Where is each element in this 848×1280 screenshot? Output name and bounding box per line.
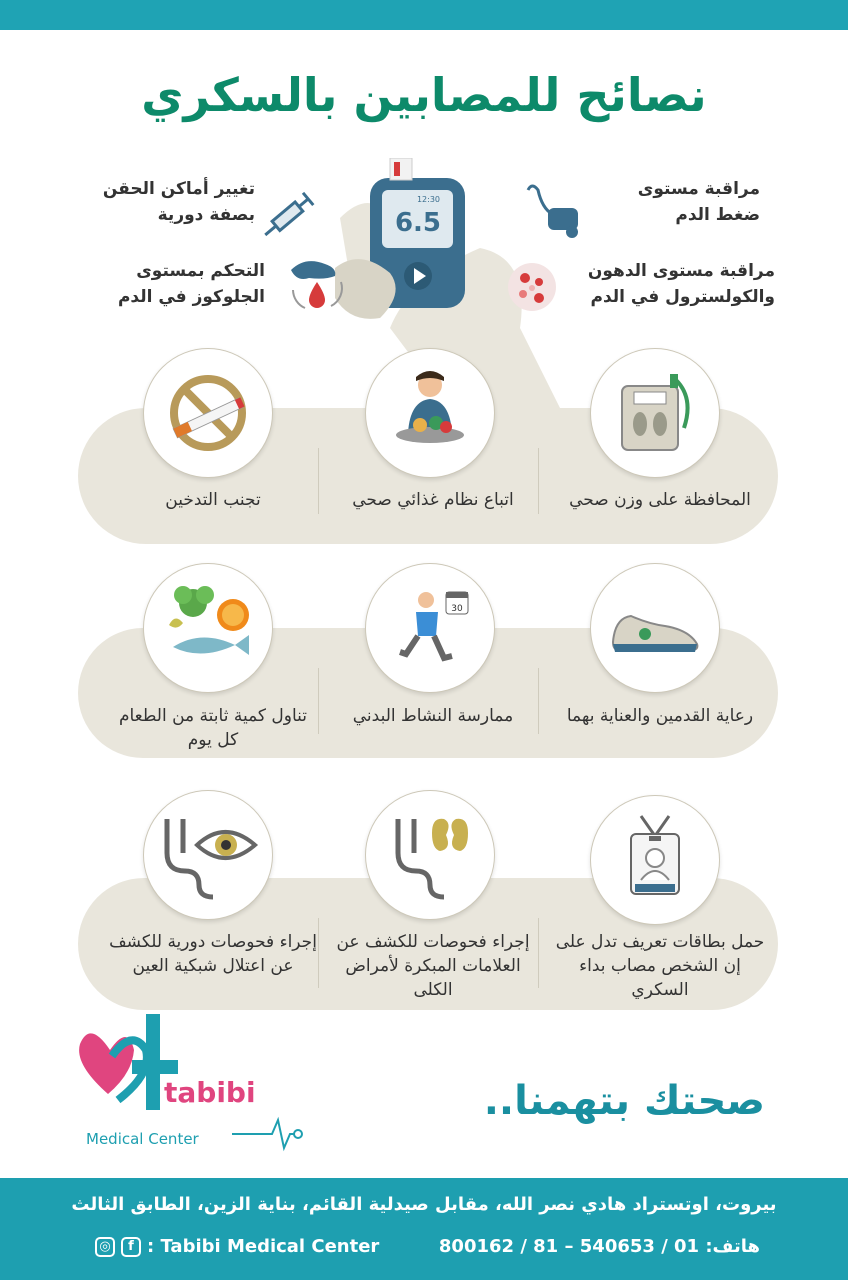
no-smoking-icon [158, 363, 258, 463]
facebook-icon[interactable]: f [121, 1237, 141, 1257]
kidney-circle [365, 790, 495, 920]
logo-subtitle: Medical Center [86, 1130, 199, 1148]
feet-circle [590, 563, 720, 693]
kidney-stethoscope-icon [380, 805, 480, 905]
divider [318, 918, 319, 988]
label-food-amount: تناول كمية ثابتة من الطعام كل يوم [118, 706, 308, 750]
eye-stethoscope-icon [153, 805, 263, 905]
divider [538, 448, 539, 514]
tip-blood-pressure: مراقبة مستوى ضغط الدم [637, 179, 760, 225]
instagram-icon[interactable]: ◎ [95, 1237, 115, 1257]
eye-circle [143, 790, 273, 920]
meter-reading: 6.5 [394, 208, 442, 238]
tip-injection-sites: تغيير أماكن الحقن بصفة دورية [102, 179, 255, 225]
label-feet: رعاية القدمين والعناية بهما [566, 706, 754, 726]
label-kidney: إجراء فحوصات للكشف عن العلامات المبكرة لأمراض الكلى [336, 932, 530, 1000]
meter-time: 12:30 [416, 195, 440, 204]
calendar-day: 30 [451, 604, 463, 614]
vegetables-fish-icon [153, 573, 263, 683]
id-badge-icon [605, 810, 705, 910]
scale-icon [610, 368, 700, 458]
blood-pressure-icon [522, 180, 584, 240]
syringe-icon [258, 185, 320, 245]
activity-circle [365, 563, 495, 693]
label-activity: ممارسة النشاط البدني [352, 706, 514, 726]
diet-circle [365, 348, 495, 478]
divider [538, 918, 539, 988]
tip-cholesterol: مراقبة مستوى الدهون والكولسترول في الدم [587, 261, 775, 307]
id-card-circle [590, 795, 720, 925]
divider [318, 668, 319, 734]
pancreas-drop-icon [285, 252, 347, 312]
label-weight: المحافظة على وزن صحي [569, 490, 751, 510]
footer-phone: هاتف: 01 / 540653 – 81 / 800162 [438, 1236, 760, 1257]
label-smoking: تجنب التدخين [165, 490, 261, 510]
top-bar [0, 0, 848, 30]
logo-name: tabibi [164, 1076, 256, 1109]
weight-circle [590, 348, 720, 478]
tabibi-logo [72, 1010, 312, 1160]
healthy-diet-icon [380, 363, 480, 463]
slogan: صحتك بتهمنا.. [483, 1078, 765, 1124]
shoe-icon [605, 578, 705, 678]
divider [538, 668, 539, 734]
food-circle [143, 563, 273, 693]
tip-glucose-control: التحكم بمستوى الجلوكوز في الدم [117, 261, 265, 307]
label-eye: إجراء فحوصات دورية للكشف عن اعتلال شبكية العين [109, 932, 317, 976]
footer-social-handle: : Tabibi Medical Center [147, 1236, 380, 1257]
cholesterol-cells-icon [505, 260, 559, 314]
label-diet: اتباع نظام غذائي صحي [352, 490, 514, 510]
footer-social [95, 1236, 395, 1257]
label-id-card: حمل بطاقات تعريف تدل على إن الشخص مصاب بداء السكري [555, 932, 765, 1000]
runner-icon [380, 578, 480, 678]
smoking-circle [143, 348, 273, 478]
footer-address: بيروت، اوتستراد هادي نصر الله، مقابل صيدلية القائم، بناية الزين، الطابق الثالث [71, 1194, 777, 1215]
divider [318, 448, 319, 514]
page-title: نصائح للمصابين بالسكري [141, 68, 707, 122]
